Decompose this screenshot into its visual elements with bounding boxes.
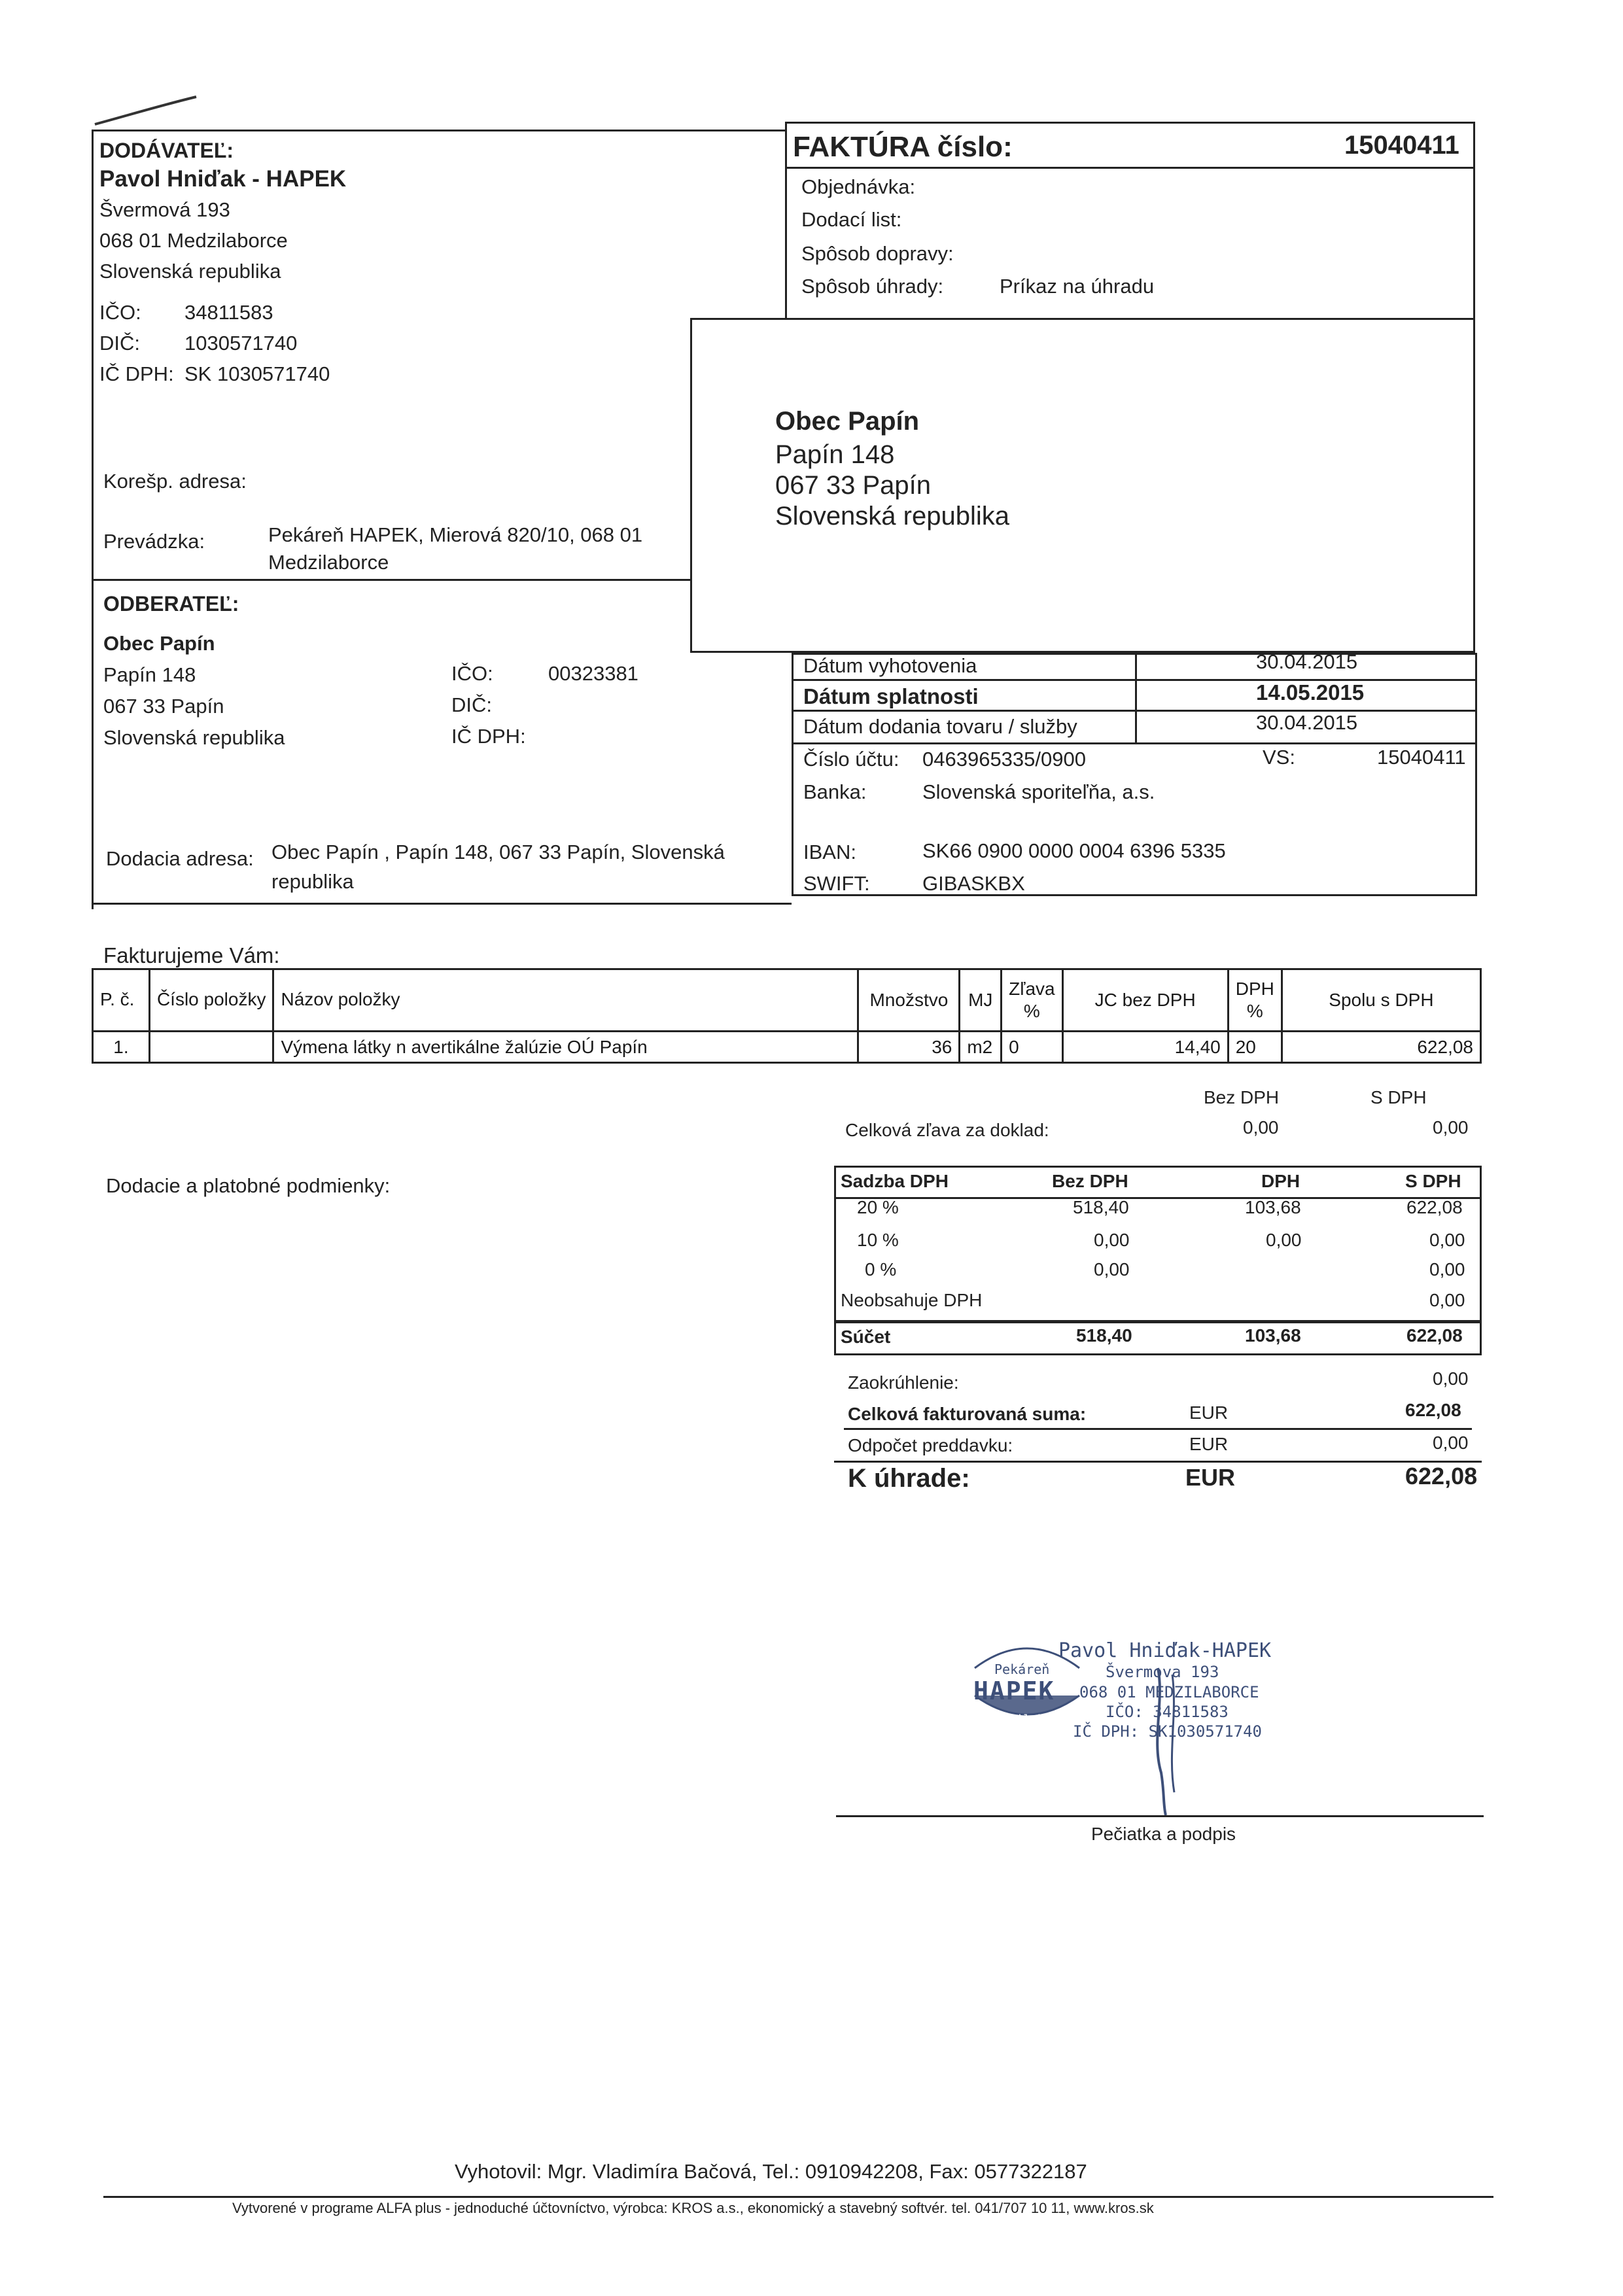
- recipient-country: Slovenská republika: [775, 502, 1009, 531]
- supplier-dic: 1030571740: [184, 332, 298, 355]
- supplier-street: Švermová 193: [99, 198, 230, 221]
- transport-label: Spôsob dopravy:: [801, 242, 954, 265]
- pay-label: K úhrade:: [848, 1464, 970, 1493]
- col-vat-a: DPH: [1235, 979, 1274, 999]
- payment-label: Spôsob úhrady:: [801, 275, 944, 298]
- customer-street: Papín 148: [103, 663, 196, 686]
- issue-date-label: Dátum vyhotovenia: [803, 654, 977, 677]
- footer-prepared: Vyhotovil: Mgr. Vladimíra Bačová, Tel.: 0910942208, Fax: 0577322187: [455, 2160, 1087, 2183]
- order-label: Objednávka:: [801, 175, 916, 198]
- invoice-number: 15040411: [1344, 131, 1459, 160]
- supplier-ico-label: IČO:: [99, 301, 141, 324]
- delivery-address-label: Dodacia adresa:: [106, 847, 254, 870]
- customer-country: Slovenská republika: [103, 726, 285, 749]
- stamp-line5: IČ DPH: SK1030571740: [1073, 1722, 1262, 1741]
- prevadzka-line2: Medzilaborce: [268, 551, 389, 574]
- vat-h-dph: DPH: [1261, 1171, 1300, 1191]
- dates-rule-1: [792, 679, 1477, 681]
- items-header-row: [93, 969, 1481, 1032]
- customer-ico-label: IČO:: [451, 662, 493, 685]
- iban-label: IBAN:: [803, 841, 856, 863]
- row-jc: 14,40: [1062, 1032, 1228, 1063]
- rounding-label: Zaokrúhlenie:: [848, 1372, 959, 1393]
- vat-r3-rate: Neobsahuje DPH: [841, 1290, 983, 1310]
- delivery-address-line2: republika: [271, 870, 354, 893]
- supply-date: 30.04.2015: [1256, 711, 1358, 734]
- row-vat: 20: [1228, 1032, 1282, 1063]
- customer-city: 067 33 Papín: [103, 695, 224, 718]
- stamp-line3: 068 01 MEDZILABORCE: [1079, 1683, 1259, 1701]
- total-label: Celková fakturovaná suma:: [848, 1404, 1087, 1424]
- col-vat: [1228, 969, 1282, 1032]
- delivery-note-label: Dodací list:: [801, 208, 902, 231]
- footer-software: Vytvorené v programe ALFA plus - jednoduché účtovníctvo, výrobca: KROS a.s., ekonomický a stavebný softvér. tel. 041/707 10 11, www.kros.sk: [232, 2200, 1154, 2216]
- items-table: [92, 968, 1482, 1064]
- vat-r1-bez: 0,00: [1094, 1230, 1130, 1250]
- vat-r0-bez: 518,40: [1073, 1197, 1129, 1217]
- dates-rule-3: [792, 742, 1477, 744]
- vat-r2-s: 0,00: [1429, 1259, 1465, 1279]
- stamp-badge-logo: HAPEK: [973, 1677, 1055, 1705]
- vat-sum-s: 622,08: [1406, 1325, 1463, 1346]
- supplier-top-rule: [92, 130, 785, 131]
- vat-r0-dph: 103,68: [1245, 1197, 1301, 1217]
- discount-col-s: S DPH: [1370, 1087, 1427, 1107]
- delivery-address-line1: Obec Papín , Papín 148, 067 33 Papín, Slovenská: [271, 841, 725, 863]
- invoice-title-rule: [785, 167, 1475, 169]
- row-discount: 0: [1002, 1032, 1062, 1063]
- vat-sum-bez: 518,40: [1076, 1325, 1132, 1346]
- discount-bez: 0,00: [1243, 1117, 1279, 1138]
- signature-label: Pečiatka a podpis: [1091, 1824, 1236, 1844]
- vat-h-bez: Bez DPH: [1052, 1171, 1128, 1191]
- items-intro: Fakturujeme Vám:: [103, 943, 280, 967]
- row-mj: m2: [960, 1032, 1002, 1063]
- total-rule: [844, 1428, 1472, 1430]
- due-date-label: Dátum splatnosti: [803, 684, 979, 708]
- supplier-icdph: SK 1030571740: [184, 362, 330, 385]
- vat-sum-rule: [834, 1320, 1482, 1323]
- discount-label: Celková zľava za doklad:: [845, 1120, 1049, 1140]
- col-pc: P. č.: [93, 969, 150, 1032]
- rounding-value: 0,00: [1433, 1368, 1469, 1389]
- vat-r1-rate: 10 %: [857, 1230, 899, 1250]
- vat-r1-dph: 0,00: [1266, 1230, 1302, 1250]
- row-code: [149, 1032, 273, 1063]
- supplier-heading: DODÁVATEĽ:: [99, 139, 234, 162]
- account-label: Číslo účtu:: [803, 748, 899, 771]
- prevadzka-label: Prevádzka:: [103, 530, 205, 553]
- pen-mark: [92, 92, 203, 131]
- table-row: [93, 1032, 1481, 1063]
- payment-value: Príkaz na úhradu: [1000, 275, 1155, 298]
- advance-label: Odpočet preddavku:: [848, 1435, 1013, 1455]
- bank-label: Banka:: [803, 780, 867, 803]
- row-pc: 1.: [93, 1032, 150, 1063]
- stamp-line2: Švermova 193: [1106, 1663, 1219, 1681]
- supplier-city: 068 01 Medzilaborce: [99, 229, 288, 252]
- recipient-city: 067 33 Papín: [775, 471, 931, 500]
- recipient-street: Papín 148: [775, 440, 895, 469]
- advance-currency: EUR: [1189, 1434, 1229, 1454]
- koresp-label: Korešp. adresa:: [103, 470, 247, 493]
- vat-h-rate: Sadzba DPH: [841, 1171, 949, 1191]
- col-total: Spolu s DPH: [1282, 969, 1480, 1032]
- col-discount-a: Zľava: [1009, 979, 1055, 999]
- terms-label: Dodacie a platobné podmienky:: [106, 1174, 391, 1197]
- col-qty: Množstvo: [858, 969, 960, 1032]
- total-value: 622,08: [1405, 1400, 1461, 1420]
- customer-dic-label: DIČ:: [451, 693, 492, 716]
- account-number: 0463965335/0900: [922, 748, 1086, 771]
- stamp-line1: Pavol Hniďak-HAPEK: [1058, 1639, 1272, 1662]
- issue-date: 30.04.2015: [1256, 650, 1358, 673]
- signature-rule: [836, 1815, 1484, 1817]
- total-currency: EUR: [1189, 1402, 1229, 1423]
- pay-currency: EUR: [1185, 1464, 1236, 1491]
- col-vat-b: %: [1246, 1001, 1263, 1021]
- col-name: Názov položky: [273, 969, 858, 1032]
- supplier-ico: 34811583: [184, 301, 273, 324]
- prevadzka-line1: Pekáreň HAPEK, Mierová 820/10, 068 01: [268, 523, 643, 546]
- due-date: 14.05.2015: [1256, 680, 1365, 704]
- vat-r2-rate: 0 %: [865, 1259, 897, 1279]
- customer-heading: ODBERATEĽ:: [103, 592, 239, 616]
- swift-label: SWIFT:: [803, 872, 870, 895]
- dates-rule-2: [792, 710, 1477, 712]
- stamp-badge-bottom: Medzilaborce: [988, 1713, 1073, 1726]
- vat-h-s: S DPH: [1405, 1171, 1461, 1191]
- invoice-title: FAKTÚRA číslo:: [793, 131, 1013, 163]
- supplier-dic-label: DIČ:: [99, 332, 140, 355]
- vat-header-rule: [834, 1197, 1482, 1199]
- stamp-badge-top: Pekáreň: [994, 1661, 1050, 1677]
- col-jc: JC bez DPH: [1062, 969, 1228, 1032]
- footer-rule: [103, 2196, 1493, 2198]
- supplier-name: Pavol Hniďak - HAPEK: [99, 166, 347, 192]
- customer-top-rule: [92, 579, 690, 581]
- customer-bottom-rule: [92, 903, 792, 905]
- row-qty: 36: [858, 1032, 960, 1063]
- supplier-icdph-label: IČ DPH:: [99, 362, 174, 385]
- dates-divider: [1135, 653, 1137, 744]
- vat-r3-s: 0,00: [1429, 1290, 1465, 1310]
- discount-col-bez: Bez DPH: [1204, 1087, 1280, 1107]
- customer-ico: 00323381: [548, 662, 638, 685]
- vat-sum-label: Súčet: [841, 1327, 891, 1347]
- row-total: 622,08: [1282, 1032, 1480, 1063]
- vat-r0-rate: 20 %: [857, 1197, 899, 1217]
- col-mj: MJ: [960, 969, 1002, 1032]
- discount-s: 0,00: [1433, 1117, 1469, 1138]
- col-discount: [1002, 969, 1062, 1032]
- signature-icon: [1138, 1661, 1191, 1818]
- vat-r2-bez: 0,00: [1094, 1259, 1130, 1279]
- stamp-line4: IČO: 34811583: [1106, 1703, 1229, 1721]
- vat-r0-s: 622,08: [1406, 1197, 1463, 1217]
- vs-label: VS:: [1263, 746, 1295, 769]
- vat-summary-box: [834, 1166, 1482, 1355]
- row-name: Výmena látky n avertikálne žalúzie OÚ Papín: [273, 1032, 858, 1063]
- customer-name: Obec Papín: [103, 632, 215, 655]
- customer-icdph-label: IČ DPH:: [451, 725, 526, 748]
- swift-value: GIBASKBX: [922, 872, 1025, 895]
- col-discount-b: %: [1023, 1001, 1040, 1021]
- vs-value: 15040411: [1377, 746, 1466, 769]
- vat-sum-dph: 103,68: [1245, 1325, 1301, 1346]
- left-frame-rule: [92, 130, 94, 909]
- iban-value: SK66 0900 0000 0004 6396 5335: [922, 839, 1226, 862]
- advance-value: 0,00: [1433, 1433, 1469, 1453]
- bank-name: Slovenská sporiteľňa, a.s.: [922, 780, 1155, 803]
- supplier-country: Slovenská republika: [99, 260, 281, 283]
- pay-value: 622,08: [1405, 1463, 1478, 1489]
- pay-rule: [834, 1461, 1482, 1463]
- vat-r1-s: 0,00: [1429, 1230, 1465, 1250]
- supply-date-label: Dátum dodania tovaru / služby: [803, 715, 1077, 738]
- recipient-name: Obec Papín: [775, 407, 920, 436]
- col-code: Číslo položky: [149, 969, 273, 1032]
